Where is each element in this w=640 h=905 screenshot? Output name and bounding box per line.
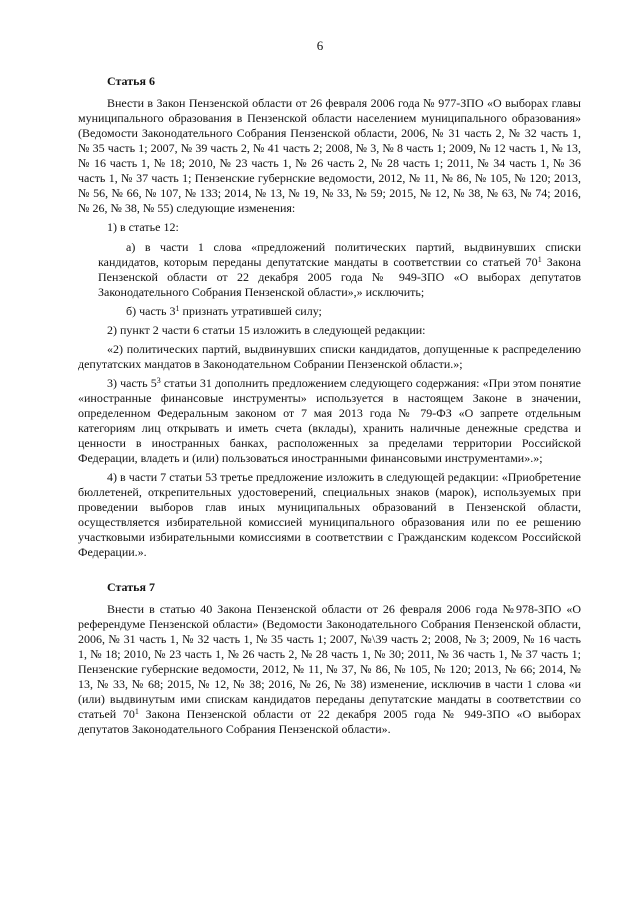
article-6-item-2-text: «2) политических партий, выдвинувших списки кандидатов, допущенные к распределению депутатских мандатов в Законодательном Собрании Пензенской области.»; [78, 342, 581, 371]
page-number: 6 [316, 38, 324, 53]
superscript: 1 [175, 304, 180, 313]
superscript: 1 [537, 255, 542, 264]
article-6-item-1a: а) в части 1 слова «предложений политических партий, выдвинувших списки кандидатов, которым переданы депутатские мандаты в соответствии со статьей $70^1$ Закона Пензенской области от 22 декабря 2005 года № 949-ЗПО «О выборах депутатов Законодательного Собрания Пензенской области»,» исключить; [98, 240, 581, 299]
article-6-item-1: 1) в статье 12: [107, 220, 179, 234]
article-6-item-1b: б) часть $3^1$ признать утратившей силу; [126, 304, 322, 318]
article-7-heading: Статья 7 [107, 580, 155, 594]
article-6-item-4: 4) в части 7 статьи 53 третье предложение изложить в следующей редакции: «Приобретение бюллетеней, открепительных удостоверений, специальных знаков (марок), используемых при проведении выборов глав иных муниципальных образований в Пензенской области, осуществляется избирательной комиссией муниципального образования или по ее решению участковыми избирательными комиссиями в соответствии с Гражданским кодексом Российской Федерации.». [78, 470, 581, 559]
article-6-intro: Внести в Закон Пензенской области от 26 февраля 2006 года № 977-ЗПО «О выборах главы муниципального образования в Пензенской области населением муниципального образования» (Ведомости Законодательного Собрания Пензенской области, 2006, № 31 часть 2, № 32 часть 1, № 35 часть 1; 2007, № 39 часть 2, № 41 часть 2; 2008, № 3, № 8 часть 1; 2009, № 12 часть 1, № 13, № 16 часть 1, № 18; 2010, № 23 часть 1, № 26 часть 2, № 28 часть 1; 2011, № 34 часть 1, № 36 часть 1, № 37 часть 1; Пензенские губернские ведомости, 2012, № 11, № 86, № 105, № 120; 2013, № 56, № 66, № 107, № 133; 2014, № 13, № 19, № 33, № 59; 2015, № 12, № 38, № 63, № 74; 2016, № 26, № 38, № 55) следующие изменения: [78, 96, 581, 215]
article-7-text: Внести в статью 40 Закона Пензенской области от 26 февраля 2006 года №978-ЗПО «О референдуме Пензенской области» (Ведомости Законодательного Собрания Пензенской области, 2006, № 31 часть 1, № 32 часть 1, № 35 часть 1; 2007, №\39 часть 2; 2008, № 3; 2009, № 16 часть 1, № 18; 2010, № 23 часть 1, № 26 часть 2, № 28 часть 1, № 30; 2011, № 36 часть 1, № 37 часть 1; Пензенские губернские ведомости, 2012, № 11, № 37, № 86, № 105, № 120; 2013, № 66; 2014, № 13, № 33, № 68; 2015, № 12, № 38; 2016, № 26, № 38) изменение, исключив в части 1 слова «и (или) выдвинутым ими спискам кандидатов переданы депутатские мандаты в соответствии со статьей $70^1$ Закона Пензенской области от 22 декабря 2005 года № 949-ЗПО «О выборах депутатов Законодательного Собрания Пензенской области». [78, 602, 581, 736]
superscript: 3 [156, 376, 161, 385]
article-6-item-2: 2) пункт 2 части 6 статьи 15 изложить в следующей редакции: [107, 323, 426, 337]
article-6-item-3: 3) часть $5^3$ статьи 31 дополнить предложением следующего содержания: «При этом понятие «иностранные финансовые инструменты» используется в настоящем Законе в значении, определенном Федеральным законом от 7 мая 2013 года № 79-ФЗ «О запрете отдельным категориям лиц открывать и иметь счета (вклады), хранить наличные денежные средства и ценности в иностранных банках, расположенных за пределами территории Российской Федерации, владеть и (или) пользоваться иностранными финансовыми инструментами».»; [78, 376, 581, 465]
article-6-heading: Статья 6 [107, 74, 155, 88]
document-body [78, 74, 581, 741]
superscript: 1 [134, 707, 139, 716]
